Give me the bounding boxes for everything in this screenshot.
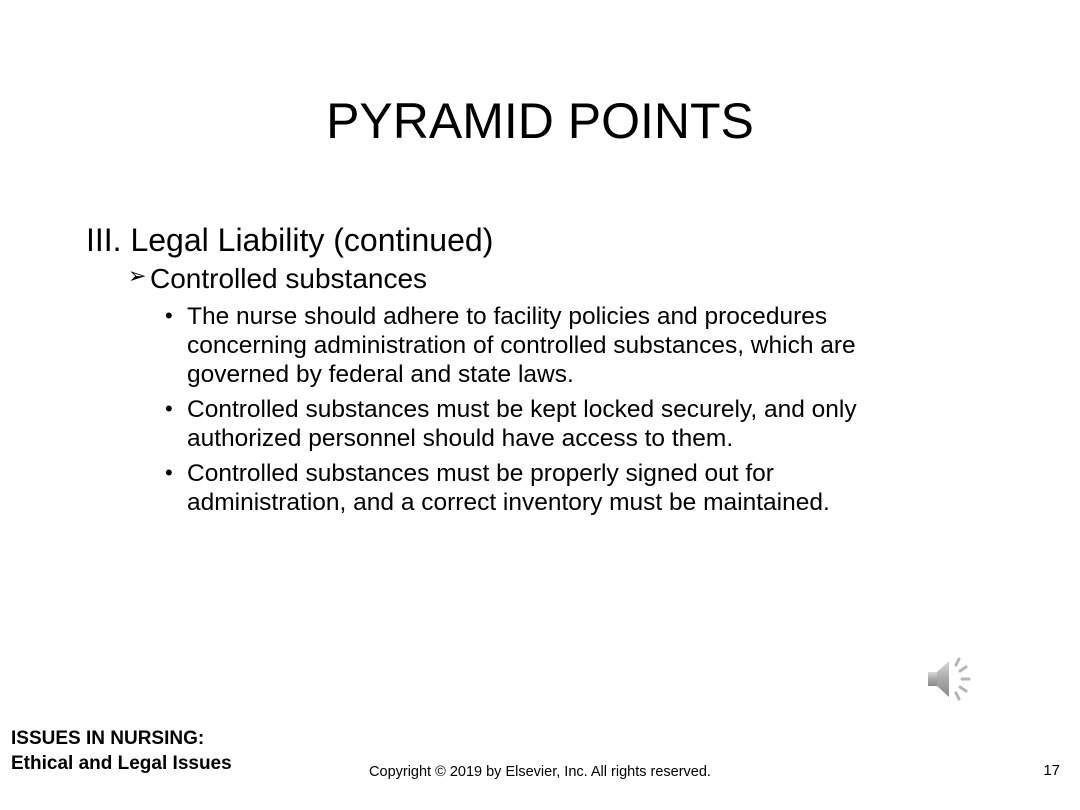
- subheading: [128, 262, 986, 296]
- section-heading: III. Legal Liability (continued): [86, 222, 494, 258]
- list-item: [164, 459, 924, 517]
- bullet-dot-icon: •: [165, 396, 173, 421]
- bullet-text: Controlled substances must be properly signed out for administration, and a correct inventory must be maintained.: [187, 460, 830, 516]
- bullet-text: The nurse should adhere to facility policies and procedures concerning administration of controlled substances, which are governed by federal and state laws.: [187, 303, 856, 388]
- copyright-notice: Copyright © 2019 by Elsevier, Inc. All rights reserved.: [369, 764, 711, 780]
- course-title-line2: Ethical and Legal Issues: [11, 753, 232, 774]
- bullet-dot-icon: •: [165, 303, 173, 328]
- bullet-text: Controlled substances must be kept locked securely, and only authorized personnel should have access to them.: [187, 396, 857, 452]
- list-item: [164, 302, 924, 389]
- bullet-list: [164, 302, 924, 517]
- bullet-dot-icon: •: [165, 460, 173, 485]
- speaker-icon[interactable]: [924, 654, 976, 704]
- course-title-line1: ISSUES IN NURSING:: [11, 728, 205, 749]
- page-number: 17: [1043, 762, 1060, 779]
- slide-title: PYRAMID POINTS: [326, 93, 754, 149]
- slide-content: [86, 220, 986, 523]
- list-item: [164, 395, 924, 453]
- arrow-bullet-icon: ➢: [128, 264, 147, 289]
- subheading-label: Controlled substances: [150, 263, 428, 294]
